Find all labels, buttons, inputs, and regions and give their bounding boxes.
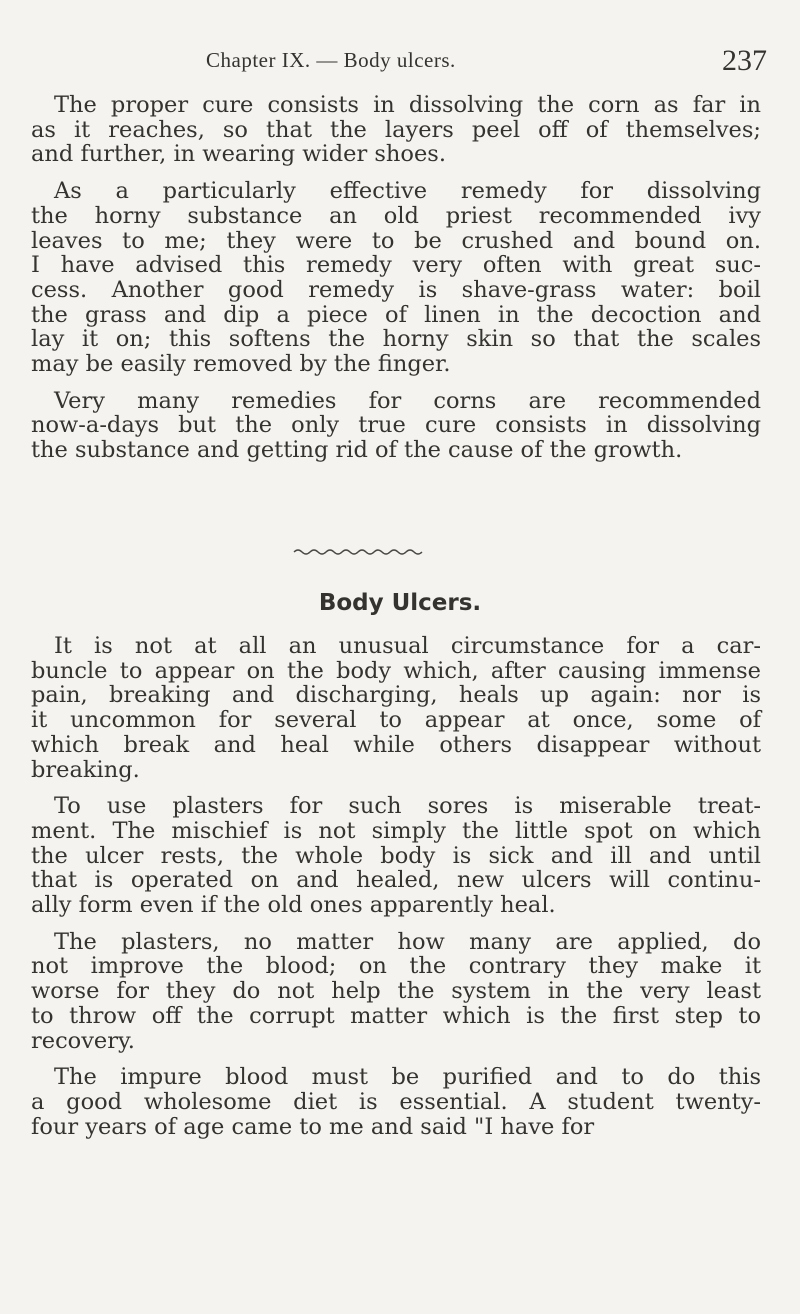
text-line: recovery. xyxy=(31,1027,135,1054)
text-line: cess. Another good remedy is shave-grass water: boil xyxy=(31,276,761,303)
section-heading: Body Ulcers. xyxy=(318,590,482,616)
page-number: 237 xyxy=(722,44,767,77)
text-line: ment. The mischief is not simply the little spot on which xyxy=(31,817,761,844)
paragraph xyxy=(31,93,761,167)
paragraph xyxy=(31,389,761,463)
text-line: worse for they do not help the system in the very least xyxy=(31,978,761,1005)
text-line: the substance and getting rid of the cause of the growth. xyxy=(31,437,683,464)
paragraph xyxy=(31,179,761,377)
text-line: pain, breaking and discharging, heals up again: nor is xyxy=(31,682,761,709)
text-line: ally form even if the old ones apparently heal. xyxy=(31,892,556,919)
paragraph xyxy=(31,1065,761,1139)
running-title: Chapter IX. — Body ulcers. xyxy=(206,48,456,72)
text-line: As a particularly effective remedy for dissolving xyxy=(54,178,761,205)
section-body-ulcers xyxy=(31,634,761,1139)
text-line: the grass and dip a piece of linen in the decoction and xyxy=(31,301,761,328)
text-line: breaking. xyxy=(31,756,140,783)
text-line: I have advised this remedy very often with great suc- xyxy=(31,252,761,279)
text-line: leaves to me; they were to be crushed and bound on. xyxy=(31,227,761,254)
text-line: and further, in wearing wider shoes. xyxy=(31,141,446,168)
text-line: to throw off the corrupt matter which is the first step to xyxy=(31,1002,761,1029)
text-line: Very many remedies for corns are recommended xyxy=(54,387,761,414)
wavy-divider-ornament xyxy=(292,546,432,558)
text-line: To use plasters for such sores is miserable treat- xyxy=(54,793,761,820)
text-line: the ulcer rests, the whole body is sick and ill and until xyxy=(31,842,761,869)
paragraph xyxy=(31,634,761,782)
text-line: four years of age came to me and said "I have for xyxy=(31,1113,595,1140)
text-line: the horny substance an old priest recommended ivy xyxy=(31,202,761,229)
section-corn-remedies xyxy=(31,93,761,463)
text-line: It is not at all an unusual circumstance for a car- xyxy=(54,633,761,659)
text-line: The impure blood must be purified and to do this xyxy=(54,1064,761,1091)
text-line: may be easily removed by the finger. xyxy=(31,351,451,378)
text-line: a good wholesome diet is essential. A student twenty- xyxy=(31,1088,761,1115)
text-line: The proper cure consists in dissolving the corn as far in xyxy=(54,92,761,118)
running-header xyxy=(0,44,800,84)
text-line: not improve the blood; on the contrary they make it xyxy=(31,953,761,980)
text-line: it uncommon for several to appear at once, some of xyxy=(31,707,761,734)
text-line: lay it on; this softens the horny skin so that the scales xyxy=(31,326,761,353)
text-line: now-a-days but the only true cure consists in dissolving xyxy=(31,412,761,439)
text-line: that is operated on and healed, new ulcers will continu- xyxy=(31,867,761,894)
paragraph xyxy=(31,794,761,918)
text-line: as it reaches, so that the layers peel off of themselves; xyxy=(31,116,761,143)
text-line: which break and heal while others disappear without xyxy=(31,731,761,758)
paragraph xyxy=(31,930,761,1054)
text-line: The plasters, no matter how many are applied, do xyxy=(54,928,761,955)
text-line: buncle to appear on the body which, after causing immense xyxy=(31,657,761,684)
